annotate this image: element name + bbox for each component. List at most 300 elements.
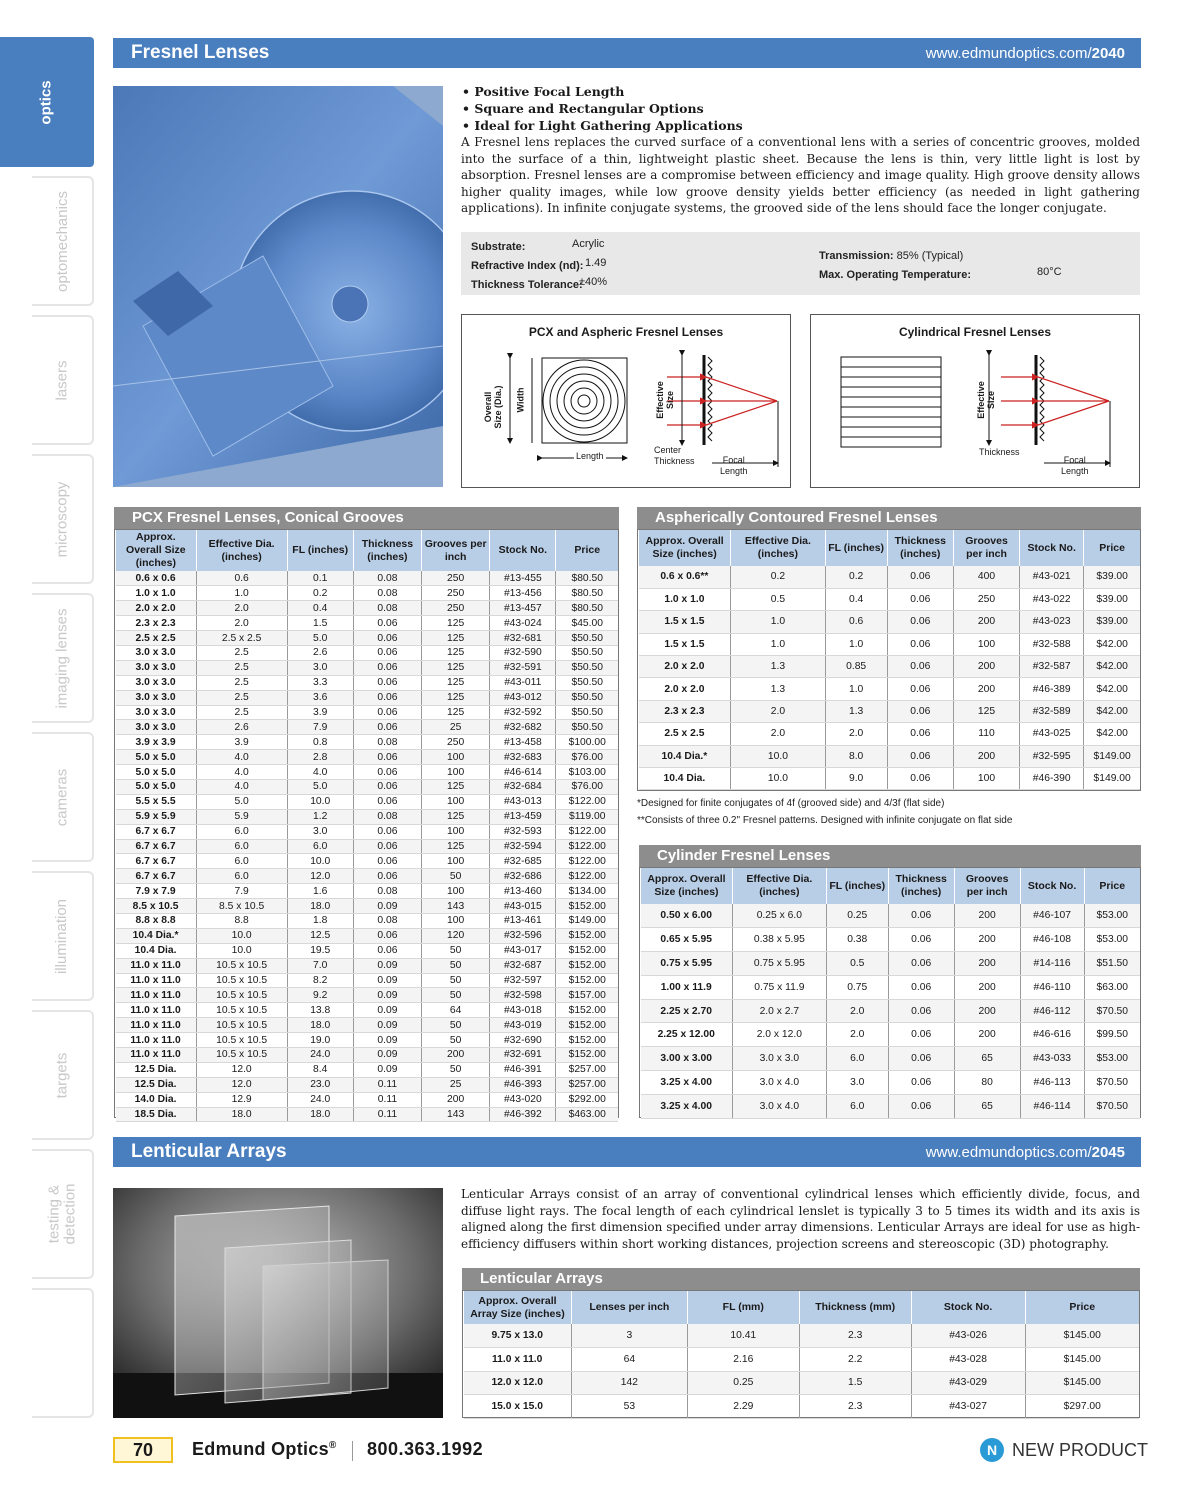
table-cell: 3.0 x 3.0 — [116, 660, 197, 675]
footer-phone[interactable]: 800.363.1992 — [367, 1439, 484, 1459]
stock-number-cell[interactable]: #46-391 — [490, 1062, 556, 1077]
stock-number-cell[interactable]: #32-684 — [490, 779, 556, 794]
table-cell: 50 — [422, 1033, 490, 1048]
table-cell: 6.0 — [196, 854, 287, 869]
table-cell: $53.00 — [1084, 904, 1140, 928]
table-cell: 8.4 — [287, 1062, 353, 1077]
table-cell: 25 — [422, 720, 490, 735]
stock-number-cell[interactable]: #32-597 — [490, 973, 556, 988]
table-cell: 0.06 — [888, 904, 954, 928]
table-cell: 0.06 — [887, 656, 953, 678]
table-cell: 12.5 Dia. — [116, 1077, 197, 1092]
table-cell: 2.0 x 2.7 — [732, 999, 826, 1023]
table-cell: 200 — [422, 1092, 490, 1107]
stock-number-cell[interactable]: #32-598 — [490, 988, 556, 1003]
stock-number-cell[interactable]: #13-460 — [490, 884, 556, 899]
column-header: Price — [1025, 1291, 1139, 1324]
table-cell: 10.5 x 10.5 — [196, 988, 287, 1003]
table-cell: 3.0 x 3.0 — [116, 645, 197, 660]
stock-number-cell[interactable]: #43-023 — [1020, 611, 1084, 633]
table-cell: 0.1 — [287, 571, 353, 586]
stock-number-cell[interactable]: #43-020 — [490, 1092, 556, 1107]
stock-number-cell[interactable]: #43-019 — [490, 1018, 556, 1033]
table-cell: 2.6 — [287, 645, 353, 660]
side-tab-illumination[interactable]: illumination — [32, 871, 94, 1001]
table-cell: 0.06 — [353, 779, 421, 794]
stock-number-cell[interactable]: #32-594 — [490, 839, 556, 854]
table-cell: 4.0 — [196, 750, 287, 765]
stock-number-cell[interactable]: #32-592 — [490, 705, 556, 720]
table-row — [641, 1023, 1141, 1047]
table-cell: $50.50 — [556, 631, 618, 646]
table-cell: 125 — [422, 779, 490, 794]
table-cell: 5.0 x 5.0 — [116, 765, 197, 780]
stock-number-cell[interactable]: #43-024 — [490, 616, 556, 631]
table-row — [641, 1071, 1141, 1095]
stock-number-cell[interactable]: #32-683 — [490, 750, 556, 765]
stock-number-cell[interactable]: $297.00 — [1025, 1395, 1139, 1419]
table-cell: 2.25 x 2.70 — [641, 999, 733, 1023]
table-cell: 0.6 x 0.6 — [116, 571, 197, 586]
table-cell: $122.00 — [556, 794, 618, 809]
table-cell: 100 — [953, 768, 1019, 790]
table-cell: #43-029 — [911, 1371, 1025, 1395]
table-cell: 0.06 — [888, 1094, 954, 1118]
table-cell: 400 — [953, 566, 1019, 588]
table-row — [116, 675, 619, 690]
table-cell: 3.0 x 3.0 — [116, 720, 197, 735]
stock-number-cell[interactable]: #43-025 — [1020, 723, 1084, 745]
table-row — [116, 1003, 619, 1018]
table-cell: 3.00 x 3.00 — [641, 1047, 733, 1071]
stock-number-cell[interactable]: #13-456 — [490, 586, 556, 601]
table-cell: 6.0 — [826, 1094, 888, 1118]
column-header: FL (inches) — [287, 530, 353, 571]
stock-number-cell[interactable]: #46-614 — [490, 765, 556, 780]
table-cell: $257.00 — [556, 1077, 618, 1092]
table-cell: 1.5 — [799, 1371, 911, 1395]
stock-number-cell[interactable]: #13-458 — [490, 735, 556, 750]
stock-number-cell[interactable]: #43-033 — [1020, 1047, 1084, 1071]
stock-number-cell[interactable]: #32-685 — [490, 854, 556, 869]
stock-number-cell[interactable]: #14-116 — [1020, 952, 1084, 976]
table-cell: 0.06 — [887, 723, 953, 745]
table-cell: 200 — [954, 904, 1020, 928]
table-cell: $42.00 — [1084, 656, 1140, 678]
table-cell: 2.8 — [287, 750, 353, 765]
table-row — [641, 952, 1141, 976]
table-cell: $42.00 — [1084, 723, 1140, 745]
table-cell: 13.8 — [287, 1003, 353, 1018]
table-cell: 200 — [953, 656, 1019, 678]
stock-number-cell[interactable]: #46-392 — [490, 1107, 556, 1122]
table-cell: 5.0 x 5.0 — [116, 779, 197, 794]
column-header: Thickness (inches) — [353, 530, 421, 571]
spec-temp-value: 80°C — [1037, 266, 1062, 278]
table-cell: 10.5 x 10.5 — [196, 1018, 287, 1033]
stock-number-cell[interactable]: #43-022 — [1020, 588, 1084, 610]
table-row — [639, 700, 1141, 722]
column-header: Effective Dia. (inches) — [731, 530, 825, 566]
fresnel-title: Fresnel Lenses — [131, 42, 270, 63]
table-cell: 3.6 — [287, 690, 353, 705]
stock-number-cell[interactable]: #46-112 — [1020, 999, 1084, 1023]
lenticular-product-photo — [113, 1188, 443, 1418]
stock-number-cell[interactable]: $145.00 — [1025, 1324, 1139, 1348]
table-cell: 0.06 — [887, 745, 953, 767]
table-cell: 143 — [422, 899, 490, 914]
table-row — [639, 723, 1141, 745]
stock-number-cell[interactable]: #46-390 — [1020, 768, 1084, 790]
feature-bullet: • Square and Rectangular Options — [462, 101, 704, 116]
table-cell: 8.8 — [196, 913, 287, 928]
table-cell: 50 — [422, 869, 490, 884]
side-tab-testing-detection[interactable]: testing & detection — [32, 1149, 94, 1279]
stock-number-cell[interactable]: #32-682 — [490, 720, 556, 735]
side-tab-lasers[interactable]: lasers — [32, 315, 94, 445]
table-cell: $39.00 — [1084, 611, 1140, 633]
table-cell: 3.3 — [287, 675, 353, 690]
table-cell: 3.0 — [287, 824, 353, 839]
table-cell: 11.0 x 11.0 — [464, 1348, 572, 1372]
table-cell: 0.2 — [825, 566, 887, 588]
table-cell: $122.00 — [556, 839, 618, 854]
table-cell: 3.25 x 4.00 — [641, 1094, 733, 1118]
table-row — [116, 779, 619, 794]
table-cell: 1.2 — [287, 809, 353, 824]
table-cell: 0.06 — [353, 839, 421, 854]
table-cell: 24.0 — [287, 1092, 353, 1107]
table-cell: 1.3 — [731, 656, 825, 678]
table-cell: 10.0 — [731, 768, 825, 790]
side-tab-optomechanics[interactable]: optomechanics — [32, 176, 94, 306]
table-cell: 100 — [422, 884, 490, 899]
stock-number-cell[interactable]: #32-687 — [490, 958, 556, 973]
table-row — [116, 988, 619, 1003]
column-header: Grooves per inch — [953, 530, 1019, 566]
table-row — [116, 571, 619, 586]
stock-number-cell[interactable]: #13-461 — [490, 913, 556, 928]
table-cell: 0.75 x 5.95 — [641, 952, 733, 976]
table-cell: 9.75 x 13.0 — [464, 1324, 572, 1348]
table-cell: 4.0 — [196, 779, 287, 794]
stock-number-cell[interactable]: #32-596 — [490, 928, 556, 943]
table-cell: 0.09 — [353, 1003, 421, 1018]
table-cell: 0.06 — [887, 633, 953, 655]
table-cell: 10.5 x 10.5 — [196, 1048, 287, 1063]
table-row — [639, 768, 1141, 790]
table-cell: 12.0 — [196, 1077, 287, 1092]
table-cell: 3.0 — [826, 1071, 888, 1095]
table-cell: $39.00 — [1084, 588, 1140, 610]
table-row — [116, 616, 619, 631]
table-row — [116, 928, 619, 943]
pcx-aspheric-diagram: PCX and Aspheric Fresnel Lenses Overall Size (Dia.) Width Length Effective Size Center Thickness Focal Length — [461, 314, 791, 488]
table-cell: 12.9 — [196, 1092, 287, 1107]
table-cell: 5.0 — [196, 794, 287, 809]
table-cell: $103.00 — [556, 765, 618, 780]
table-cell: 0.2 — [731, 566, 825, 588]
table-cell: $50.50 — [556, 690, 618, 705]
table-cell: 3.0 x 4.0 — [732, 1094, 826, 1118]
table-cell: 2.0 — [196, 601, 287, 616]
stock-number-cell[interactable]: #46-616 — [1020, 1023, 1084, 1047]
table-cell: 0.5 — [731, 588, 825, 610]
stock-number-cell[interactable]: #46-110 — [1020, 975, 1084, 999]
table-cell: $152.00 — [556, 1018, 618, 1033]
column-header: Price — [556, 530, 618, 571]
column-header: Stock No. — [1020, 530, 1084, 566]
cylinder-table-title: Cylinder Fresnel Lenses — [639, 845, 1141, 867]
table-cell: 12.0 x 12.0 — [464, 1371, 572, 1395]
table-cell: 100 — [422, 854, 490, 869]
table-cell: $53.00 — [1084, 928, 1140, 952]
table-row — [116, 899, 619, 914]
table-cell: 7.9 x 7.9 — [116, 884, 197, 899]
table-cell: 1.0 x 1.0 — [639, 588, 731, 610]
table-cell: 0.06 — [887, 611, 953, 633]
side-tab-targets[interactable]: targets — [32, 1010, 94, 1140]
table-cell: 7.9 — [287, 720, 353, 735]
table-cell: $152.00 — [556, 943, 618, 958]
table-cell: $119.00 — [556, 809, 618, 824]
table-cell: 0.8 — [287, 735, 353, 750]
table-cell: 6.7 x 6.7 — [116, 824, 197, 839]
table-cell: 2.0 x 12.0 — [732, 1023, 826, 1047]
table-cell: 2.3 x 2.3 — [116, 616, 197, 631]
table-cell: 5.9 — [196, 809, 287, 824]
table-cell: 50 — [422, 943, 490, 958]
stock-number-cell[interactable]: #43-015 — [490, 899, 556, 914]
table-cell: 200 — [953, 745, 1019, 767]
table-cell: 11.0 x 11.0 — [116, 958, 197, 973]
table-cell: 0.08 — [353, 571, 421, 586]
stock-number-cell[interactable]: #32-595 — [1020, 745, 1084, 767]
table-cell: 24.0 — [287, 1048, 353, 1063]
table-cell: 0.50 x 6.00 — [641, 904, 733, 928]
table-cell: 18.0 — [287, 1018, 353, 1033]
table-cell: 3.9 — [196, 735, 287, 750]
table-cell: 0.75 x 5.95 — [732, 952, 826, 976]
table-cell: $152.00 — [556, 1033, 618, 1048]
table-cell: $149.00 — [556, 913, 618, 928]
stock-number-cell[interactable]: #13-457 — [490, 601, 556, 616]
table-cell: 3.0 x 3.0 — [116, 690, 197, 705]
stock-number-cell[interactable]: #13-459 — [490, 809, 556, 824]
table-cell: 0.09 — [353, 899, 421, 914]
column-header: Grooves per inch — [954, 868, 1020, 904]
table-cell: 125 — [422, 616, 490, 631]
table-row — [116, 824, 619, 839]
table-cell: 8.0 — [825, 745, 887, 767]
table-cell: 1.3 — [825, 700, 887, 722]
table-cell: $149.00 — [1084, 745, 1140, 767]
table-cell: 18.0 — [196, 1107, 287, 1122]
table-cell: $152.00 — [556, 928, 618, 943]
feature-bullet: • Ideal for Light Gathering Applications — [462, 118, 743, 133]
table-row — [116, 1077, 619, 1092]
table-cell: 0.09 — [353, 1033, 421, 1048]
table-cell: 2.2 — [799, 1348, 911, 1372]
stock-number-cell[interactable]: #32-587 — [1020, 656, 1084, 678]
table-cell: 125 — [953, 700, 1019, 722]
stock-number-cell[interactable]: #32-681 — [490, 631, 556, 646]
table-cell: $50.50 — [556, 645, 618, 660]
table-cell: 11.0 x 11.0 — [116, 1048, 197, 1063]
stock-number-cell[interactable]: #32-589 — [1020, 700, 1084, 722]
table-cell: #43-028 — [911, 1348, 1025, 1372]
table-cell: 125 — [422, 690, 490, 705]
diagram-title: Cylindrical Fresnel Lenses — [898, 325, 1052, 339]
table-cell: 1.3 — [731, 678, 825, 700]
column-header: Stock No. — [490, 530, 556, 571]
table-cell: 5.0 x 5.0 — [116, 750, 197, 765]
table-cell: 6.7 x 6.7 — [116, 839, 197, 854]
table-cell: 110 — [953, 723, 1019, 745]
lenticular-table-title: Lenticular Arrays — [462, 1268, 1140, 1290]
table-cell: 250 — [422, 735, 490, 750]
stock-number-cell[interactable]: #43-013 — [490, 794, 556, 809]
table-cell: 0.38 — [826, 928, 888, 952]
table-cell: 125 — [422, 675, 490, 690]
stock-number-cell[interactable]: #46-108 — [1020, 928, 1084, 952]
column-header: FL (mm) — [687, 1291, 799, 1324]
table-cell: $463.00 — [556, 1107, 618, 1122]
table-cell: 8.5 x 10.5 — [116, 899, 197, 914]
table-cell: $292.00 — [556, 1092, 618, 1107]
table-cell: 2.5 x 2.5 — [196, 631, 287, 646]
stock-number-cell[interactable]: #32-686 — [490, 869, 556, 884]
table-cell: 0.06 — [887, 566, 953, 588]
table-row — [639, 633, 1141, 655]
stock-number-cell[interactable]: #43-012 — [490, 690, 556, 705]
table-cell: $39.00 — [1084, 566, 1140, 588]
table-row — [641, 1094, 1141, 1118]
table-row — [116, 794, 619, 809]
aspheric-table-title: Aspherically Contoured Fresnel Lenses — [637, 507, 1141, 529]
stock-number-cell[interactable]: #32-590 — [490, 645, 556, 660]
table-cell: 0.06 — [888, 928, 954, 952]
table-cell: 0.11 — [353, 1092, 421, 1107]
column-header: Effective Dia. (inches) — [732, 868, 826, 904]
stock-number-cell[interactable]: #13-455 — [490, 571, 556, 586]
stock-number-cell[interactable]: #43-017 — [490, 943, 556, 958]
table-row — [116, 1062, 619, 1077]
table-cell: 1.6 — [287, 884, 353, 899]
table-cell: 125 — [422, 660, 490, 675]
table-row — [639, 678, 1141, 700]
table-cell: 0.09 — [353, 973, 421, 988]
fresnel-url[interactable]: www.edmundoptics.com/2040 — [925, 44, 1125, 62]
table-cell: 10.0 — [731, 745, 825, 767]
table-row — [464, 1348, 1140, 1372]
table-cell: 3.0 x 3.0 — [732, 1047, 826, 1071]
table-cell: 6.0 — [196, 824, 287, 839]
table-cell: 0.06 — [888, 1047, 954, 1071]
table-cell: 65 — [954, 1047, 1020, 1071]
table-cell: $152.00 — [556, 973, 618, 988]
table-cell: 200 — [954, 952, 1020, 976]
column-header: Stock No. — [1020, 868, 1084, 904]
table-row — [116, 705, 619, 720]
stock-number-cell[interactable]: #32-691 — [490, 1048, 556, 1063]
stock-number-cell[interactable]: #32-591 — [490, 660, 556, 675]
stock-number-cell[interactable]: $145.00 — [1025, 1371, 1139, 1395]
stock-number-cell[interactable]: #46-389 — [1020, 678, 1084, 700]
table-cell: 4.0 — [287, 765, 353, 780]
table-cell: 1.5 x 1.5 — [639, 633, 731, 655]
table-cell: 50 — [422, 973, 490, 988]
table-cell: 0.09 — [353, 988, 421, 1003]
side-tab-imaging-lenses[interactable]: imaging lenses — [32, 593, 94, 723]
table-cell: $42.00 — [1084, 700, 1140, 722]
table-cell: 200 — [954, 975, 1020, 999]
table-cell: 8.8 x 8.8 — [116, 913, 197, 928]
table-row — [116, 690, 619, 705]
table-cell: 0.06 — [353, 616, 421, 631]
column-header: Thickness (mm) — [799, 1291, 911, 1324]
diagram-title: PCX and Aspheric Fresnel Lenses — [528, 325, 724, 339]
table-cell: 2.0 x 2.0 — [639, 656, 731, 678]
table-cell: 0.06 — [888, 975, 954, 999]
stock-number-cell[interactable]: #46-113 — [1020, 1071, 1084, 1095]
table-cell: 0.06 — [888, 1071, 954, 1095]
table-cell: $42.00 — [1084, 633, 1140, 655]
table-cell: 12.5 Dia. — [116, 1062, 197, 1077]
fresnel-product-photo — [113, 86, 443, 487]
table-cell: 0.11 — [353, 1077, 421, 1092]
table-cell: 0.65 x 5.95 — [641, 928, 733, 952]
lenticular-url[interactable]: www.edmundoptics.com/2045 — [925, 1143, 1125, 1161]
table-cell: 50 — [422, 958, 490, 973]
stock-number-cell[interactable]: #32-588 — [1020, 633, 1084, 655]
aspheric-note-2: **Consists of three 0.2" Fresnel patterns. Designed with infinite conjugate on flat side — [637, 815, 1013, 826]
table-cell: 2.5 — [196, 645, 287, 660]
stock-number-cell[interactable]: #43-011 — [490, 675, 556, 690]
stock-number-cell[interactable]: #32-690 — [490, 1033, 556, 1048]
table-cell: 8.5 x 10.5 — [196, 899, 287, 914]
table-cell: 0.5 — [826, 952, 888, 976]
table-cell: 0.06 — [353, 794, 421, 809]
spec-substrate-value: Acrylic — [572, 238, 605, 250]
table-cell: $76.00 — [556, 779, 618, 794]
table-cell: 200 — [953, 678, 1019, 700]
side-tab-cameras[interactable]: cameras — [32, 732, 94, 862]
table-cell: $42.00 — [1084, 678, 1140, 700]
stock-number-cell[interactable]: #43-018 — [490, 1003, 556, 1018]
side-tab-microscopy[interactable]: microscopy — [32, 454, 94, 584]
side-tab-optics[interactable]: optics — [0, 37, 94, 167]
stock-number-cell[interactable]: #46-114 — [1020, 1094, 1084, 1118]
table-cell: 64 — [571, 1348, 687, 1372]
stock-number-cell[interactable]: #32-593 — [490, 824, 556, 839]
table-cell: 0.09 — [353, 1062, 421, 1077]
column-header: Stock No. — [911, 1291, 1025, 1324]
stock-number-cell[interactable]: $145.00 — [1025, 1348, 1139, 1372]
table-cell: 18.5 Dia. — [116, 1107, 197, 1122]
stock-number-cell[interactable]: #46-393 — [490, 1077, 556, 1092]
stock-number-cell[interactable]: #43-021 — [1020, 566, 1084, 588]
table-row — [116, 943, 619, 958]
stock-number-cell[interactable]: #46-107 — [1020, 904, 1084, 928]
table-cell: 50 — [422, 1062, 490, 1077]
table-cell: $80.50 — [556, 601, 618, 616]
table-cell: 3 — [571, 1324, 687, 1348]
table-cell: 250 — [422, 601, 490, 616]
table-cell: 3.9 — [287, 705, 353, 720]
table-cell: 50 — [422, 1018, 490, 1033]
side-tab-blank[interactable] — [32, 1288, 94, 1418]
